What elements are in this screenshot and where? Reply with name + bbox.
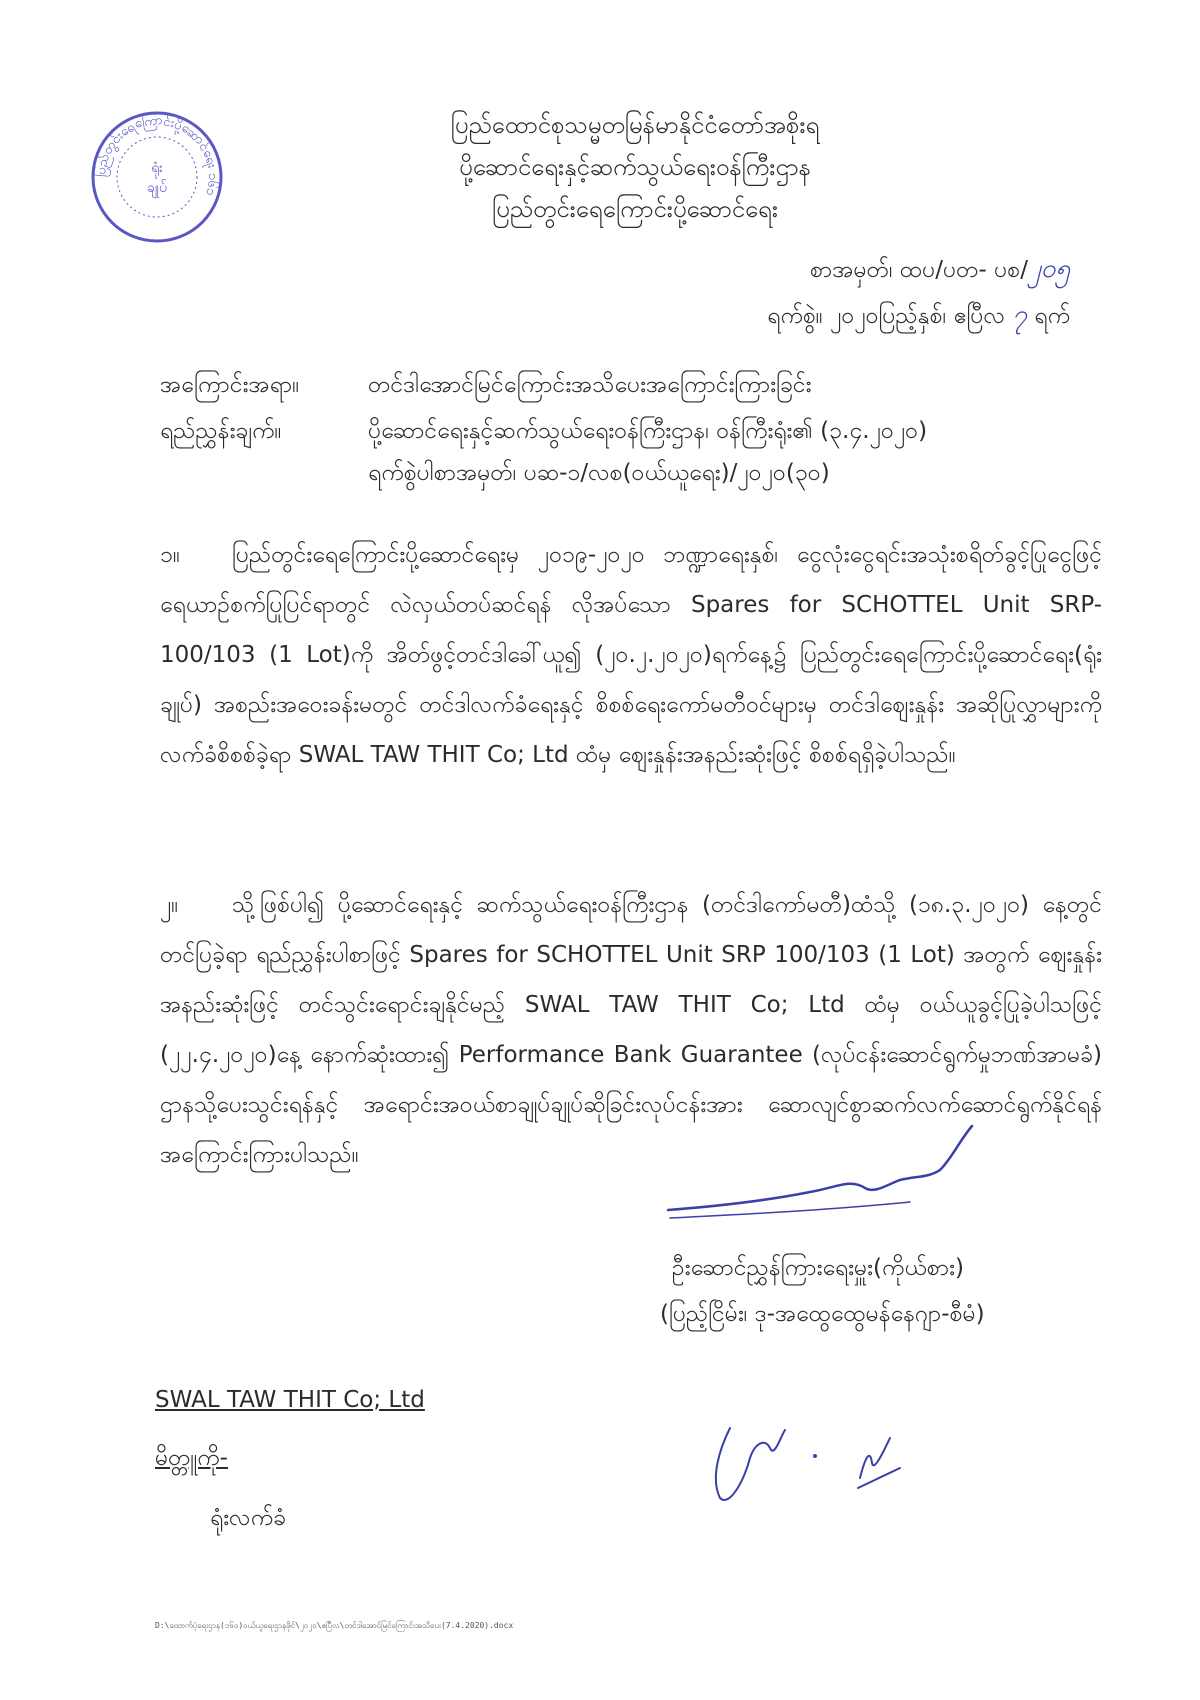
paragraph-2-text: သို့ဖြစ်ပါ၍ ပို့ဆောင်ရေးနှင့် ဆက်သွယ်ရေးဝန်ကြီးဌာန (တင်ဒါကော်မတီ)ထံသို့ (၁၈.၃.၂၀၂၀) နေ့တွင်တင်ပြခဲ့ရာ ရည်ညွှန်းပါစာဖြင့် Spares for SCHOTTEL Unit SRP 100/103 (1 Lot) အတွက် ဈေးနှုန်းအနည်းဆုံးဖြင့် တင်သွင်းရောင်းချနိုင်မည့် SWAL TAW THIT Co; Ltd ထံမှ ဝယ်ယူခွင့်ပြုခဲ့ပါသဖြင့် (၂၂.၄.၂၀၂၀)နေ့ နောက်ဆုံးထား၍ Performance Bank Guarantee (လုပ်ငန်းဆောင်ရွက်မှုဘဏ်အာမခံ) ဌာနသို့ပေးသွင်းရန်နှင့် အရောင်းအဝယ်စာချုပ်ချုပ်ဆိုခြင်းလုပ်ငန်းအား ဆောလျင်စွာဆက်လက်ဆောင်ရွက်နိုင်ရန် အကြောင်းကြားပါသည်။ xyxy=(160,892,1102,1168)
seal-center-top: ရုံး xyxy=(151,160,163,176)
seal-center-bottom: ချုပ် xyxy=(146,180,168,196)
reference-number-handwritten: ၂၀၅ xyxy=(1027,254,1070,284)
header-department: ပြည်တွင်းရေကြောင်းပို့ဆောင်ရေး xyxy=(492,195,778,223)
handwritten-initials xyxy=(690,1418,910,1508)
paragraph-1-number: ၁။ xyxy=(160,542,180,568)
paragraph-2-number: ၂။ xyxy=(160,892,179,918)
copy-to-office: ရုံးလက်ခံ xyxy=(210,1505,287,1531)
copy-to-label: မိတ္တူကို- xyxy=(155,1445,228,1471)
header-ministry: ပို့ဆောင်ရေးနှင့်ဆက်သွယ်ရေးဝန်ကြီးဌာန xyxy=(459,153,811,181)
signer-name: (ပြည့်ငြိမ်း၊ ဒု-အထွေထွေမန်နေဂျာ-စီမံ) xyxy=(660,1301,985,1327)
subject-label: အကြောင်းအရာ။ xyxy=(160,372,300,398)
reference-date-prefix: ရက်စွဲ။ ၂၀၂၀ပြည့်နှစ်၊ ဧပြီလ xyxy=(767,303,1006,329)
paragraph-1 xyxy=(160,530,1102,780)
header-government: ပြည်ထောင်စုသမ္မတမြန်မာနိုင်ငံတော်အစိုးရ xyxy=(450,111,820,139)
reference-date-suffix: ရက် xyxy=(1034,303,1070,329)
reference-date-handwritten: ၇ xyxy=(1012,300,1027,330)
file-path-footer: D:\ထောက်ပံ့ရေးဌာန(၁၆၀)ဝယ်ယူရေးဌာနဖိုင်\၂၀၂၀\ဧပြီလ\တင်ဒါအောင်မြင်ကြောင်းအသိပေး(7.4.2020).docx xyxy=(155,1621,514,1630)
reference-number-label: စာအမှတ်၊ ထပ/ပတ- ပစ/ xyxy=(809,257,1028,283)
reference-note-line2: ရက်စွဲပါစာအမှတ်၊ ပဆ-၁/လစ(ဝယ်ယူရေး)/၂၀၂၀(၃၀) xyxy=(368,460,830,486)
signature-graphic xyxy=(660,1118,1000,1238)
signer-title: ဦးဆောင်ညွှန်ကြားရေးမှူး(ကိုယ်စား) xyxy=(672,1255,964,1281)
letterhead xyxy=(0,108,1200,226)
subject-value: တင်ဒါအောင်မြင်ကြောင်းအသိပေးအကြောင်းကြားခြင်း xyxy=(368,372,812,398)
handwritten-signature xyxy=(660,1118,1000,1238)
reference-note-line1: ပို့ဆောင်ရေးနှင့်ဆက်သွယ်ရေးဝန်ကြီးဌာန၊ ဝန်ကြီးရုံး၏ (၃.၄.၂၀၂၀) xyxy=(368,418,928,444)
seal-ring-text: ပြည်တွင်းရေကြောင်းပို့ဆောင်ရေး ၁၆၁ xyxy=(93,112,221,198)
reference-date xyxy=(767,298,1070,333)
paragraph-1-text: ပြည်တွင်းရေကြောင်းပို့ဆောင်ရေးမှ ၂၀၁၉-၂၀၂၀ ဘဏ္ဍာရေးနှစ်၊ ငွေလုံးငွေရင်းအသုံးစရိတ်ခွင့်ပြုငွေဖြင့် ရေယာဉ်စက်ပြုပြင်ရာတွင် လဲလှယ်တပ်ဆင်ရန် လိုအပ်သော Spares for SCHOTTEL Unit SRP- 100/103 (1 Lot)ကို အိတ်ဖွင့်တင်ဒါခေါ်ယူ၍ (၂၀.၂.၂၀၂၀)ရက်နေ့၌ ပြည်တွင်းရေကြောင်းပို့ဆောင်ရေး(ရုံးချုပ်) အစည်းအဝေးခန်းမတွင် တင်ဒါလက်ခံရေးနှင့် စိစစ်ရေးကော်မတီဝင်များမှ တင်ဒါဈေးနှုန်း အဆိုပြုလွှာများကို လက်ခံစိစစ်ခဲ့ရာ SWAL TAW THIT Co; Ltd ထံမှ ဈေးနှုန်းအနည်းဆုံးဖြင့် စိစစ်ရရှိခဲ့ပါသည်။ xyxy=(160,542,1102,768)
recipient-company: SWAL TAW THIT Co; Ltd xyxy=(155,1387,425,1413)
initials-graphic xyxy=(690,1418,910,1508)
reference-note-label: ရည်ညွှန်းချက်။ xyxy=(160,418,282,444)
reference-number xyxy=(810,252,1070,287)
